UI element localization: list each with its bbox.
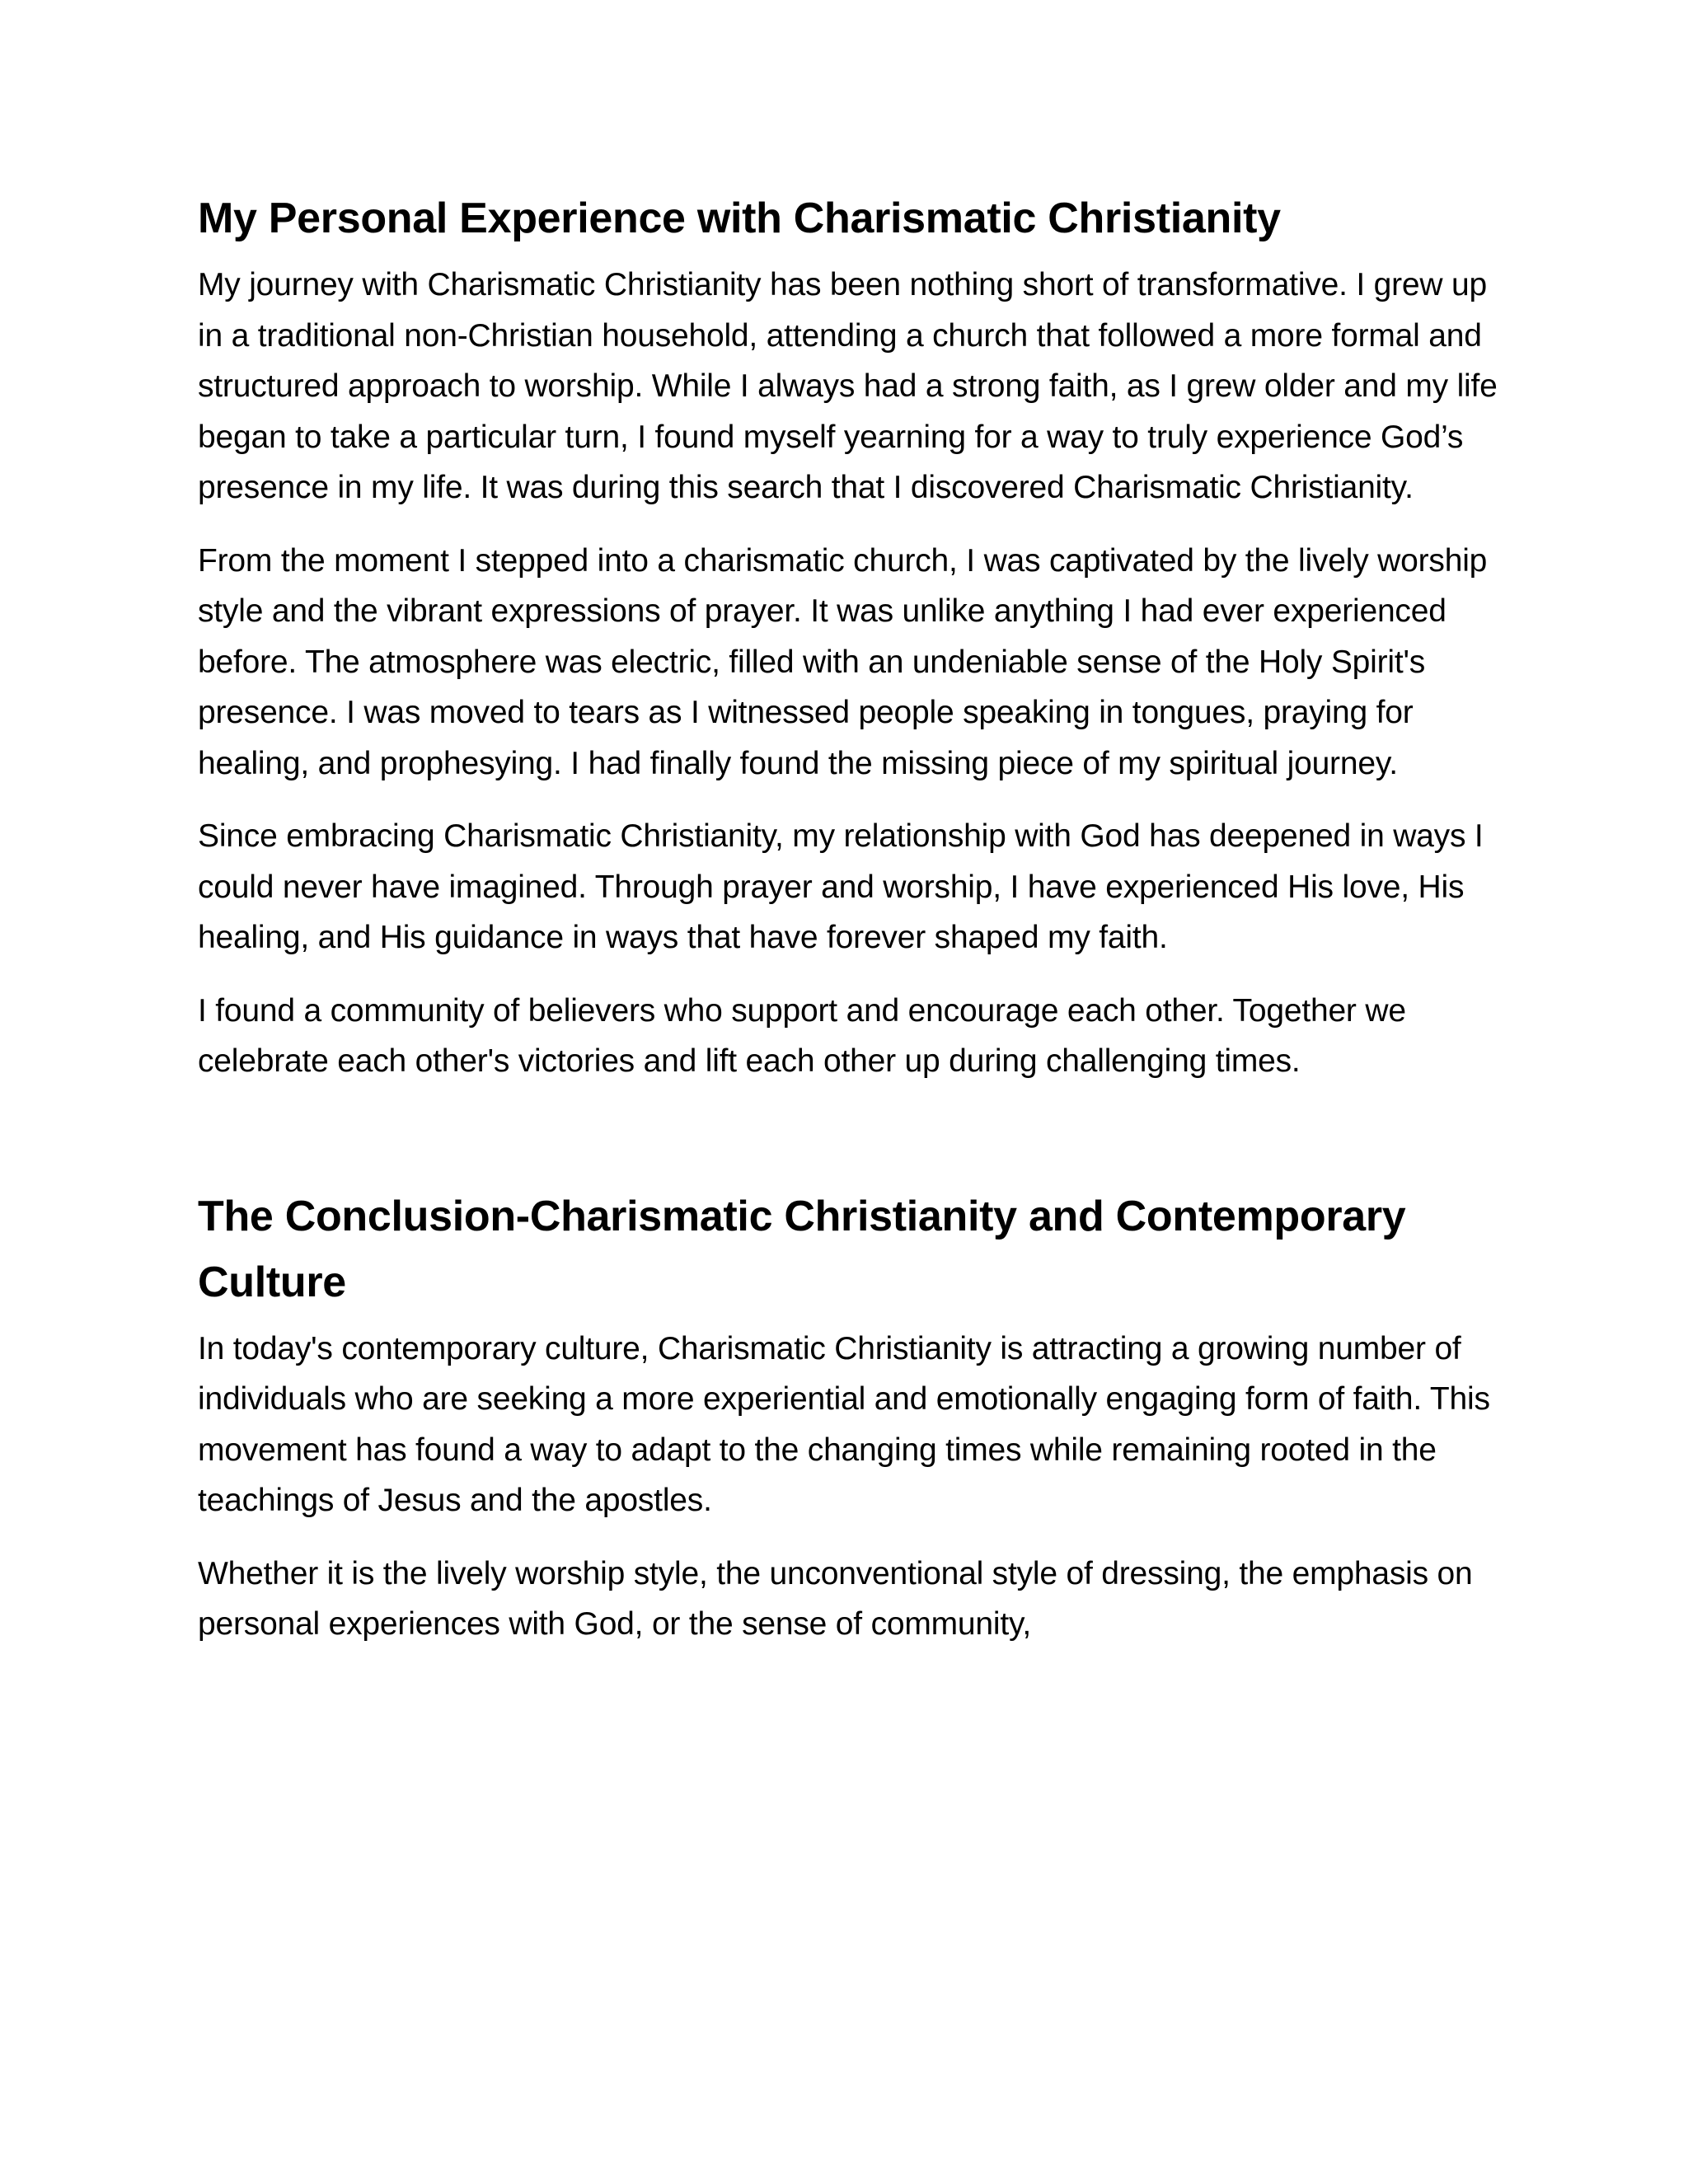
paragraph: My journey with Charismatic Christianity has been nothing short of transformative. I grew up in a traditional non-Christian household, attending a church that followed a more formal and structured approach to worship. While I always had a strong faith, as I grew older and my life began to take a particular turn, I found myself yearning for a way to truly experience God’s presence in my life. It was during this search that I discovered Charismatic Christianity.	[198, 267, 1498, 505]
paragraph: In today's contemporary culture, Charismatic Christianity is attracting a growing number of individuals who are seeking a more experiential and emotionally engaging form of faith. This movement has found a way to adapt to the changing times while remaining rooted in the teachings of Jesus and the apostles.	[198, 1330, 1490, 1518]
paragraph: From the moment I stepped into a charismatic church, I was captivated by the lively worship style and the vibrant expressions of prayer. It was unlike anything I had ever experienced before. The atmosphere was electric, filled with an undeniable sense of the Holy Spirit's presence. I was moved to tears as I witnessed people speaking in tongues, praying for healing, and prophesying. I had finally found the missing piece of my spiritual journey.	[198, 542, 1488, 781]
section-heading: My Personal Experience with Charismatic Christianity	[198, 194, 1281, 242]
section-personal-experience	[198, 185, 1517, 1087]
paragraph: Whether it is the lively worship style, the unconventional style of dressing, the emphasis on personal experiences with God, or the sense of community,	[198, 1555, 1473, 1642]
section-conclusion	[198, 1183, 1517, 1650]
section-spacer	[198, 1109, 1517, 1183]
section-heading: The Conclusion-Charismatic Christianity and Contemporary Culture	[198, 1192, 1406, 1306]
paragraph: Since embracing Charismatic Christianity, my relationship with God has deepened in ways I could never have imagined. Through prayer and worship, I have experienced His love, His healing, and His guidance in ways that have forever shaped my faith.	[198, 818, 1484, 955]
document-page	[198, 185, 1517, 1672]
paragraph: I found a community of believers who support and encourage each other. Together we celebrate each other's victories and lift each other up during challenging times.	[198, 992, 1406, 1079]
